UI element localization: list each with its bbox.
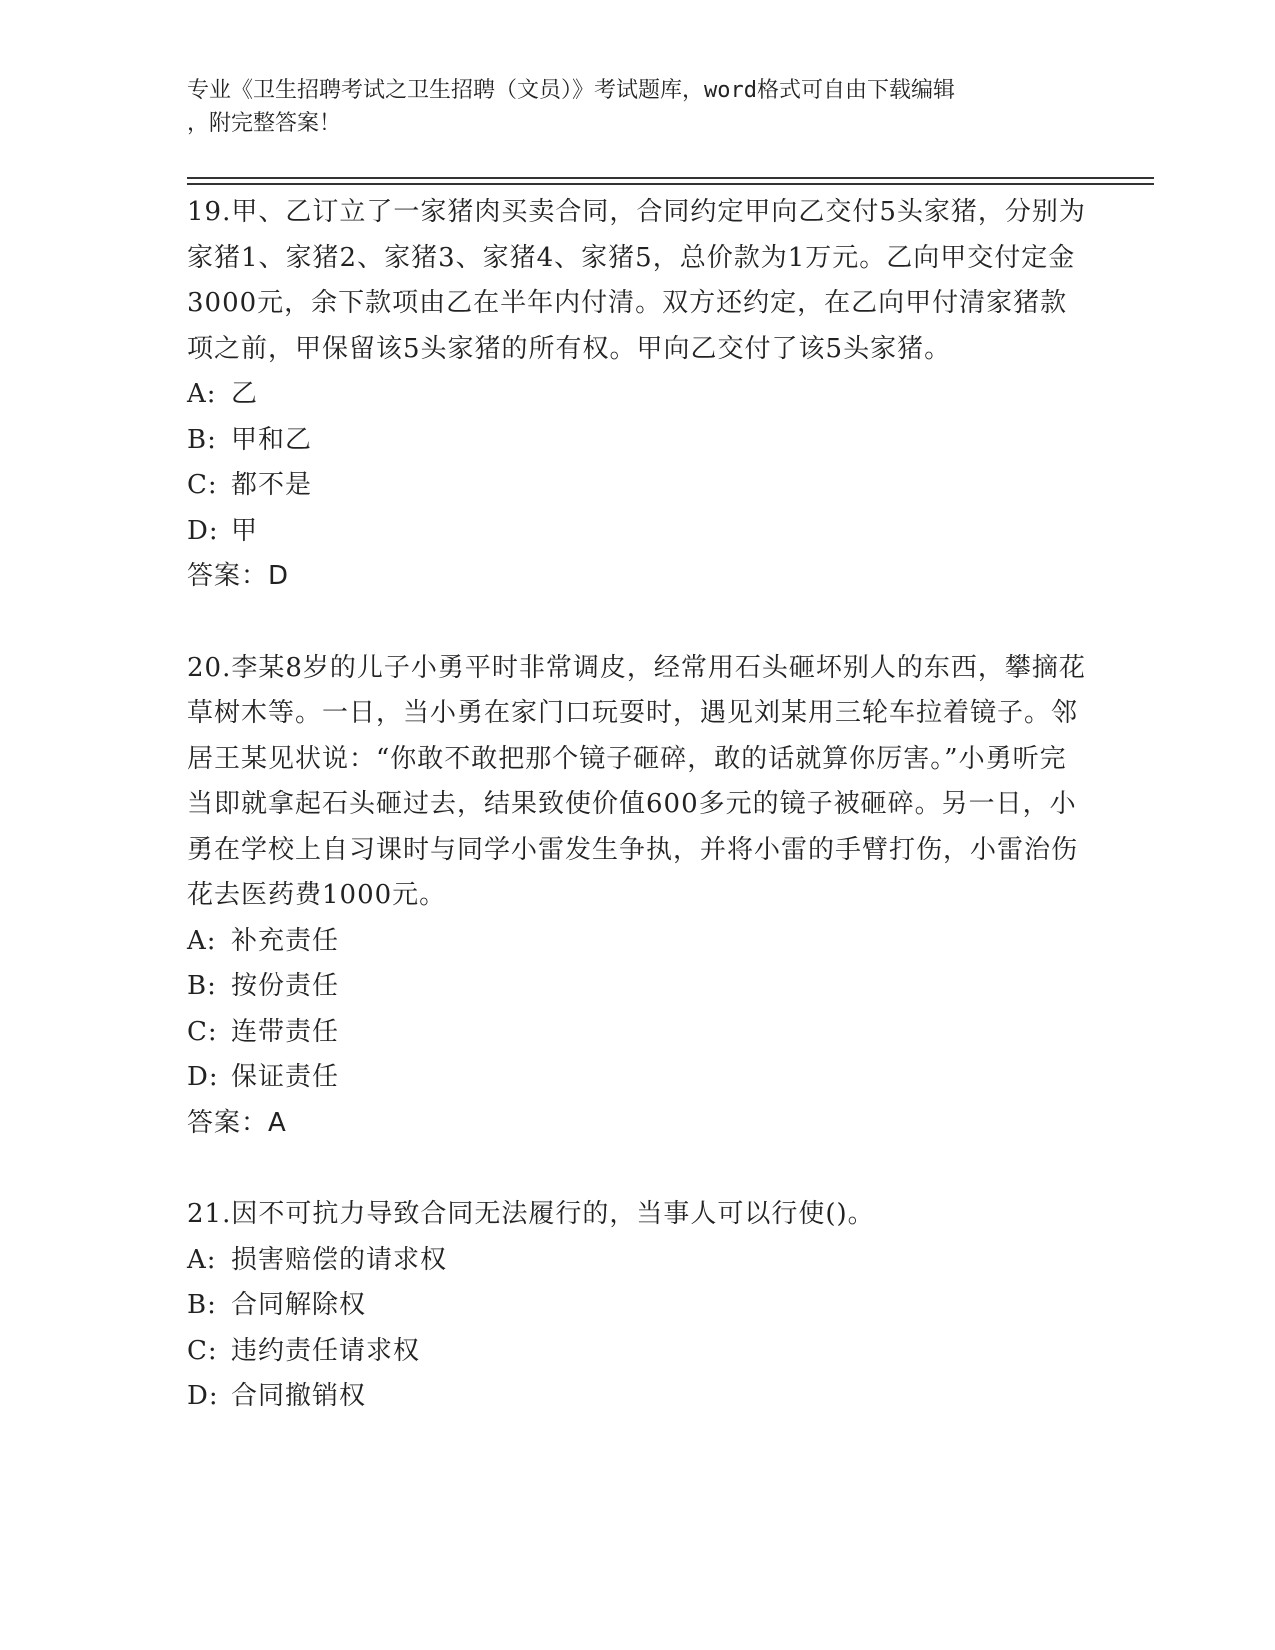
option-d — [187, 509, 1087, 555]
option-text: 违约责任请求权 — [231, 1335, 421, 1366]
option-d — [187, 1055, 1087, 1101]
option-text: 甲 — [231, 515, 259, 546]
option-letter: D: — [187, 515, 219, 546]
option-a — [187, 1238, 1087, 1284]
option-letter: D: — [187, 1381, 219, 1411]
question-19 — [187, 190, 1087, 600]
header-title-line-2: ，附完整答案！ — [187, 111, 342, 136]
answer-line: 答案：D — [187, 561, 290, 591]
option-letter: D: — [187, 1062, 219, 1092]
header-divider-bottom — [187, 183, 1154, 185]
question-text: 19.甲、乙订立了一家猪肉买卖合同，合同约定甲向乙交付5头家猪，分别为家猪1、家猪2、家猪3、家猪4、家猪5，总价款为1万元。乙向甲交付定金3000元，余下款项由乙在半年内付清。双方还约定，在乙向甲付清家猪款项之前，甲保留该5头家猪的所有权。甲向乙交付了该5头家猪。 — [187, 197, 1086, 364]
option-letter: B: — [187, 424, 217, 455]
option-letter: A: — [187, 1244, 217, 1275]
option-b — [187, 964, 1087, 1010]
option-text: 按份责任 — [231, 971, 340, 1001]
question-21 — [187, 1192, 1087, 1420]
question-text: 20.李某8岁的儿子小勇平时非常调皮，经常用石头砸坏别人的东西，攀摘花草树木等。一日，当小勇在家门口玩耍时，遇见刘某用三轮车拉着镜子。邻居王某见状说：“你敢不敢把那个镜子砸碎，敢的话就算你厉害。”小勇听完当即就拿起石头砸过去，结果致使价值600多元的镜子被砸碎。另一日，小勇在学校上自习课时与同学小雷发生争执，并将小雷的手臂打伤，小雷治伤花去医药费1000元。 — [187, 652, 1086, 910]
option-letter: C: — [187, 1016, 218, 1047]
option-text: 合同解除权 — [231, 1290, 367, 1320]
option-c — [187, 1329, 1087, 1375]
option-letter: A: — [187, 925, 217, 956]
option-b — [187, 1283, 1087, 1329]
option-text: 保证责任 — [231, 1062, 340, 1092]
option-text: 合同撤销权 — [231, 1381, 367, 1411]
option-text: 补充责任 — [231, 925, 340, 956]
option-c — [187, 463, 1087, 509]
header-divider-top — [187, 177, 1154, 179]
option-letter: C: — [187, 470, 218, 500]
option-text: 乙 — [231, 379, 259, 409]
header-title-line-1: 专业《卫生招聘考试之卫生招聘（文员）》考试题库，word格式可自由下载编辑 — [187, 78, 955, 103]
question-text: 21.因不可抗力导致合同无法履行的，当事人可以行使()。 — [187, 1199, 875, 1229]
option-b — [187, 418, 1087, 464]
option-a — [187, 919, 1087, 965]
document-header — [187, 74, 1067, 140]
option-letter: C: — [187, 1335, 218, 1366]
answer-line: 答案：A — [187, 1107, 287, 1138]
question-list — [187, 190, 1087, 1466]
option-a — [187, 372, 1087, 418]
option-d — [187, 1374, 1087, 1420]
option-letter: B: — [187, 1290, 217, 1320]
option-text: 连带责任 — [231, 1016, 340, 1047]
option-text: 损害赔偿的请求权 — [231, 1244, 448, 1275]
question-20 — [187, 646, 1087, 1147]
option-text: 都不是 — [231, 470, 313, 500]
option-c — [187, 1010, 1087, 1056]
option-text: 甲和乙 — [231, 424, 313, 455]
option-letter: B: — [187, 971, 217, 1001]
option-letter: A: — [187, 379, 217, 409]
